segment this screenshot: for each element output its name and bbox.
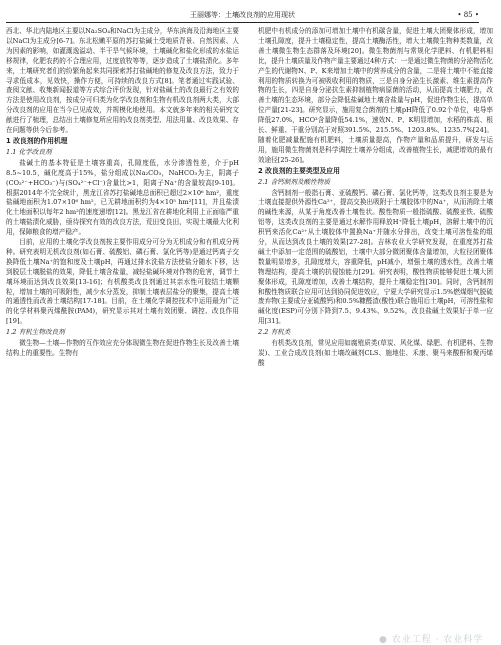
page-header [6,8,479,23]
subsection-heading: 1.1 化学改良剂 [6,147,52,156]
watermark-logo: ● 农业工程 · 农业科学 [379,635,484,645]
section-heading: 2 改良剂的主要类型及应用 [258,166,340,175]
paragraph: 机肥中有机成分的添加可增加土壤中有机碳含量，促进土壤大团聚体形成，增加土壤孔隙度，提升土壤稳定性，提高土壤酶活性，增大土壤微生物种类数量，改善土壤微生物生态群落及环境[20]。微生物菌剂与常规化学肥料、有机肥料相比，提升土壤质量及作物产量主要通过4种方式：一是通过微生物菌的分泌物活化产生的代谢物N、P、K来增加土壤中的营养成分的含量，二是将土壤中不能直接利用的物质转换为可被吸收利用的物质，三是自身分泌生长激素、维生素提高作物的生长，四是自身分泌抗生素抑制植物病原菌的活动，从而提高土壤肥力，改善土壤的生态环境，部分会降低盐碱地土壤含盐量与pH，促进作物生长，提高单位产量[21-23]。研究显示，施用复合菌剂的土壤pH降低了0.92个单位，电导率降低27.0%，HCO³含量降低54.1%，速效N、P、K明显增加，水稻的株高、根长、鲜重、干重分别高于对照391.5%、215.5%、1203.8%、1235.7%[24]。随着化肥减量配施有机肥料，土壤质量提高，作物产量和品质提升，研发与运用，施用微生物菌剂是科学调控土壤养分组成，改善植物生长，减肥增效的最有效途径[25-26]。 [258,27,493,164]
paragraph: 含钙制剂一般指石膏、亚硫酸钙、磷石膏、氯化钙等，这类改良剂主要是为土壤直接提供外源性Ca²⁺，提高交换出吸附于土壤胶体中的Na⁺，从而消除土壤的碱性来源，从某于角度改善土壤性状。酸性物质一般指硫酸、硫酸亚铁、硫酸铝等，这类改良剂的主要是通过水解作用释放H⁺降低土壤pH，溶解土壤中的沉积钙来活化Ca²⁺从土壤胶体中置换Na⁺并随水分排出，改变土壤可溶性盐的组分，从而达到改良土壤的效果[27-28]。吉林农业大学研究发现，在重度苏打盐碱土中添加一定范围的硫酸铝，土壤中大部分微团聚体含量增加，大粒径团聚体数量明显增多，孔隙度增大，容重降低，pH减小，增强土壤的透水性，改善土壤物理结构，提高土壤的抗侵蚀能力[29]。研究表明，酸性物质能够促进土壤大团聚体形成，孔隙度增加，改善土壤结构，提升土壤稳定性[30]。同时，含钙制剂和酸性物质联合应用可达到协同促进效应，宁夏大学研究显示1.5%燃煤烟气脱硫废弃物(主要成分亚硫酸钙)和0.5%糠醛渣(酸性)联合施用后土壤pH，可溶性盐和碱化度(ESP)可分别下降到7.5、9.43%、9.52%，改良盐碱土效果好于单一应用[31]。 [258,188,493,326]
right-column [258,27,493,637]
subsection-heading: 2.1 含钙制剂及酸性物质 [258,177,330,186]
running-title: 王丽娜等：土壤改良剂的应用现状 [190,11,295,19]
section-heading: 1 改良剂的作用机理 [6,136,68,145]
subsection-heading: 2.2 有机类 [258,328,291,337]
paragraph: 目前，应用的土壤化学改良剂按主要作用成分可分为无机成分和有机成分两种。研究表明无机改良剂(如石膏、硫酸铝、磷石膏、氯化钙等)是通过钙离子交换降低土壤Na⁺的饱和度及土壤pH，再通过排水洗盐方法使盐分随水下移，达到脱层土壤脱盐的效果，降低土壤含盐量，减轻盐碱环境对作物的危害，调节土壤环境而达到改良效果[13-16]；有机酸类改良剂通过其亲水性可胶结土壤颗粒，增加土壤的可吸附性，减少水分蒸发，抑制土壤表层盐分的聚集，提高土壤的通透性而改善土壤结构[17-18]。目前，在土壤化学调控技术中运用最为广泛的化学材料聚丙烯酰胺(PAM)，研究显示其对土壤有效团聚、调控、改良作用[19]。 [6,238,239,326]
page-number: • 85 • [457,11,479,19]
paragraph: 盐碱土的基本特征是土壤容重高，孔隙度低，水分渗透性差，介于pH 8.5~10.5，碱化度高于15%，盐分组成以Na₂CO₃，NaHCO₃为主，阴离子(CO₃²⁻+HCO₃⁻)与(SO₄²⁻+Cl⁻)含量比>1，阳离子Na⁺的含量较高[9-10]。根据2014年不完全统计，黑龙江省苏打盐碱地总面积已超过2×10⁶ hm²，重度盐碱地面积为1.07×10⁶ hm²，已无耕地面积约为4×10⁵ hm²[11]，并且盐渍化土地面积以每年2 hm²的速度递增[12]。黑龙江省在耕地化利用上正面临严重的土壤盐渍化威胁，亟待探究有效的改良方法，荒田变良田，实现土壤最大化利用，保障粮食的增产稳产。 [6,158,239,237]
paragraph: 有机类改良剂，常见应用如腐殖质类(草炭、风化煤、绿肥、有机肥料、生物炭)、工业合成改良剂(如土壤改碱剂CLS、施地佳、禾康、聚马来酸酐和聚丙烯酸 [258,339,493,367]
subsection-heading: 1.2 有机生物改良剂 [6,328,65,337]
left-column [6,27,239,637]
paragraph: 微生物—土壤—作物的互作效应充分体现微生物在促进作物生长及改善土壤结构上的重要性。生物有 [6,339,239,357]
paragraph: 西北、华北内陆地区主要以Na₂SO₄和NaCl为主成分，华东滨海及沿海地区主要以NaCl为主成分[6-7]。东北松嫩平原的苏打盐碱土受地质背景、自然因素、人为因素的影响，如灌溉逸溢动、半干旱气候环境，土壤碱化和盐化形成的水盐运移规律，化肥农药的不合理应用，过度放牧等等，逐步造成了土壤盐渍化。多年来，土壤研究者们的纷繁角起来共同探索苏打盐碱地的修复及改良方法，致力于寻求低成本，见效快，操作方便，可持续的改良方式[8]。笔者通过实践试验、查阅文献、收集新闻报道等方式综合评价发现，针对盐碱土的改良最行之有效的方法是使用改良剂，按成分可归类为化学改良剂和生物有机改良剂两大类，大部分改良剂的应用在当今已见成效，并规模化地使用。本文就多年来的相关研究文献进行了梳理，总结出土壤修复所应用的改良剂类型、用法用量、改良效果、存在问题等供今后参考。 [6,27,239,135]
